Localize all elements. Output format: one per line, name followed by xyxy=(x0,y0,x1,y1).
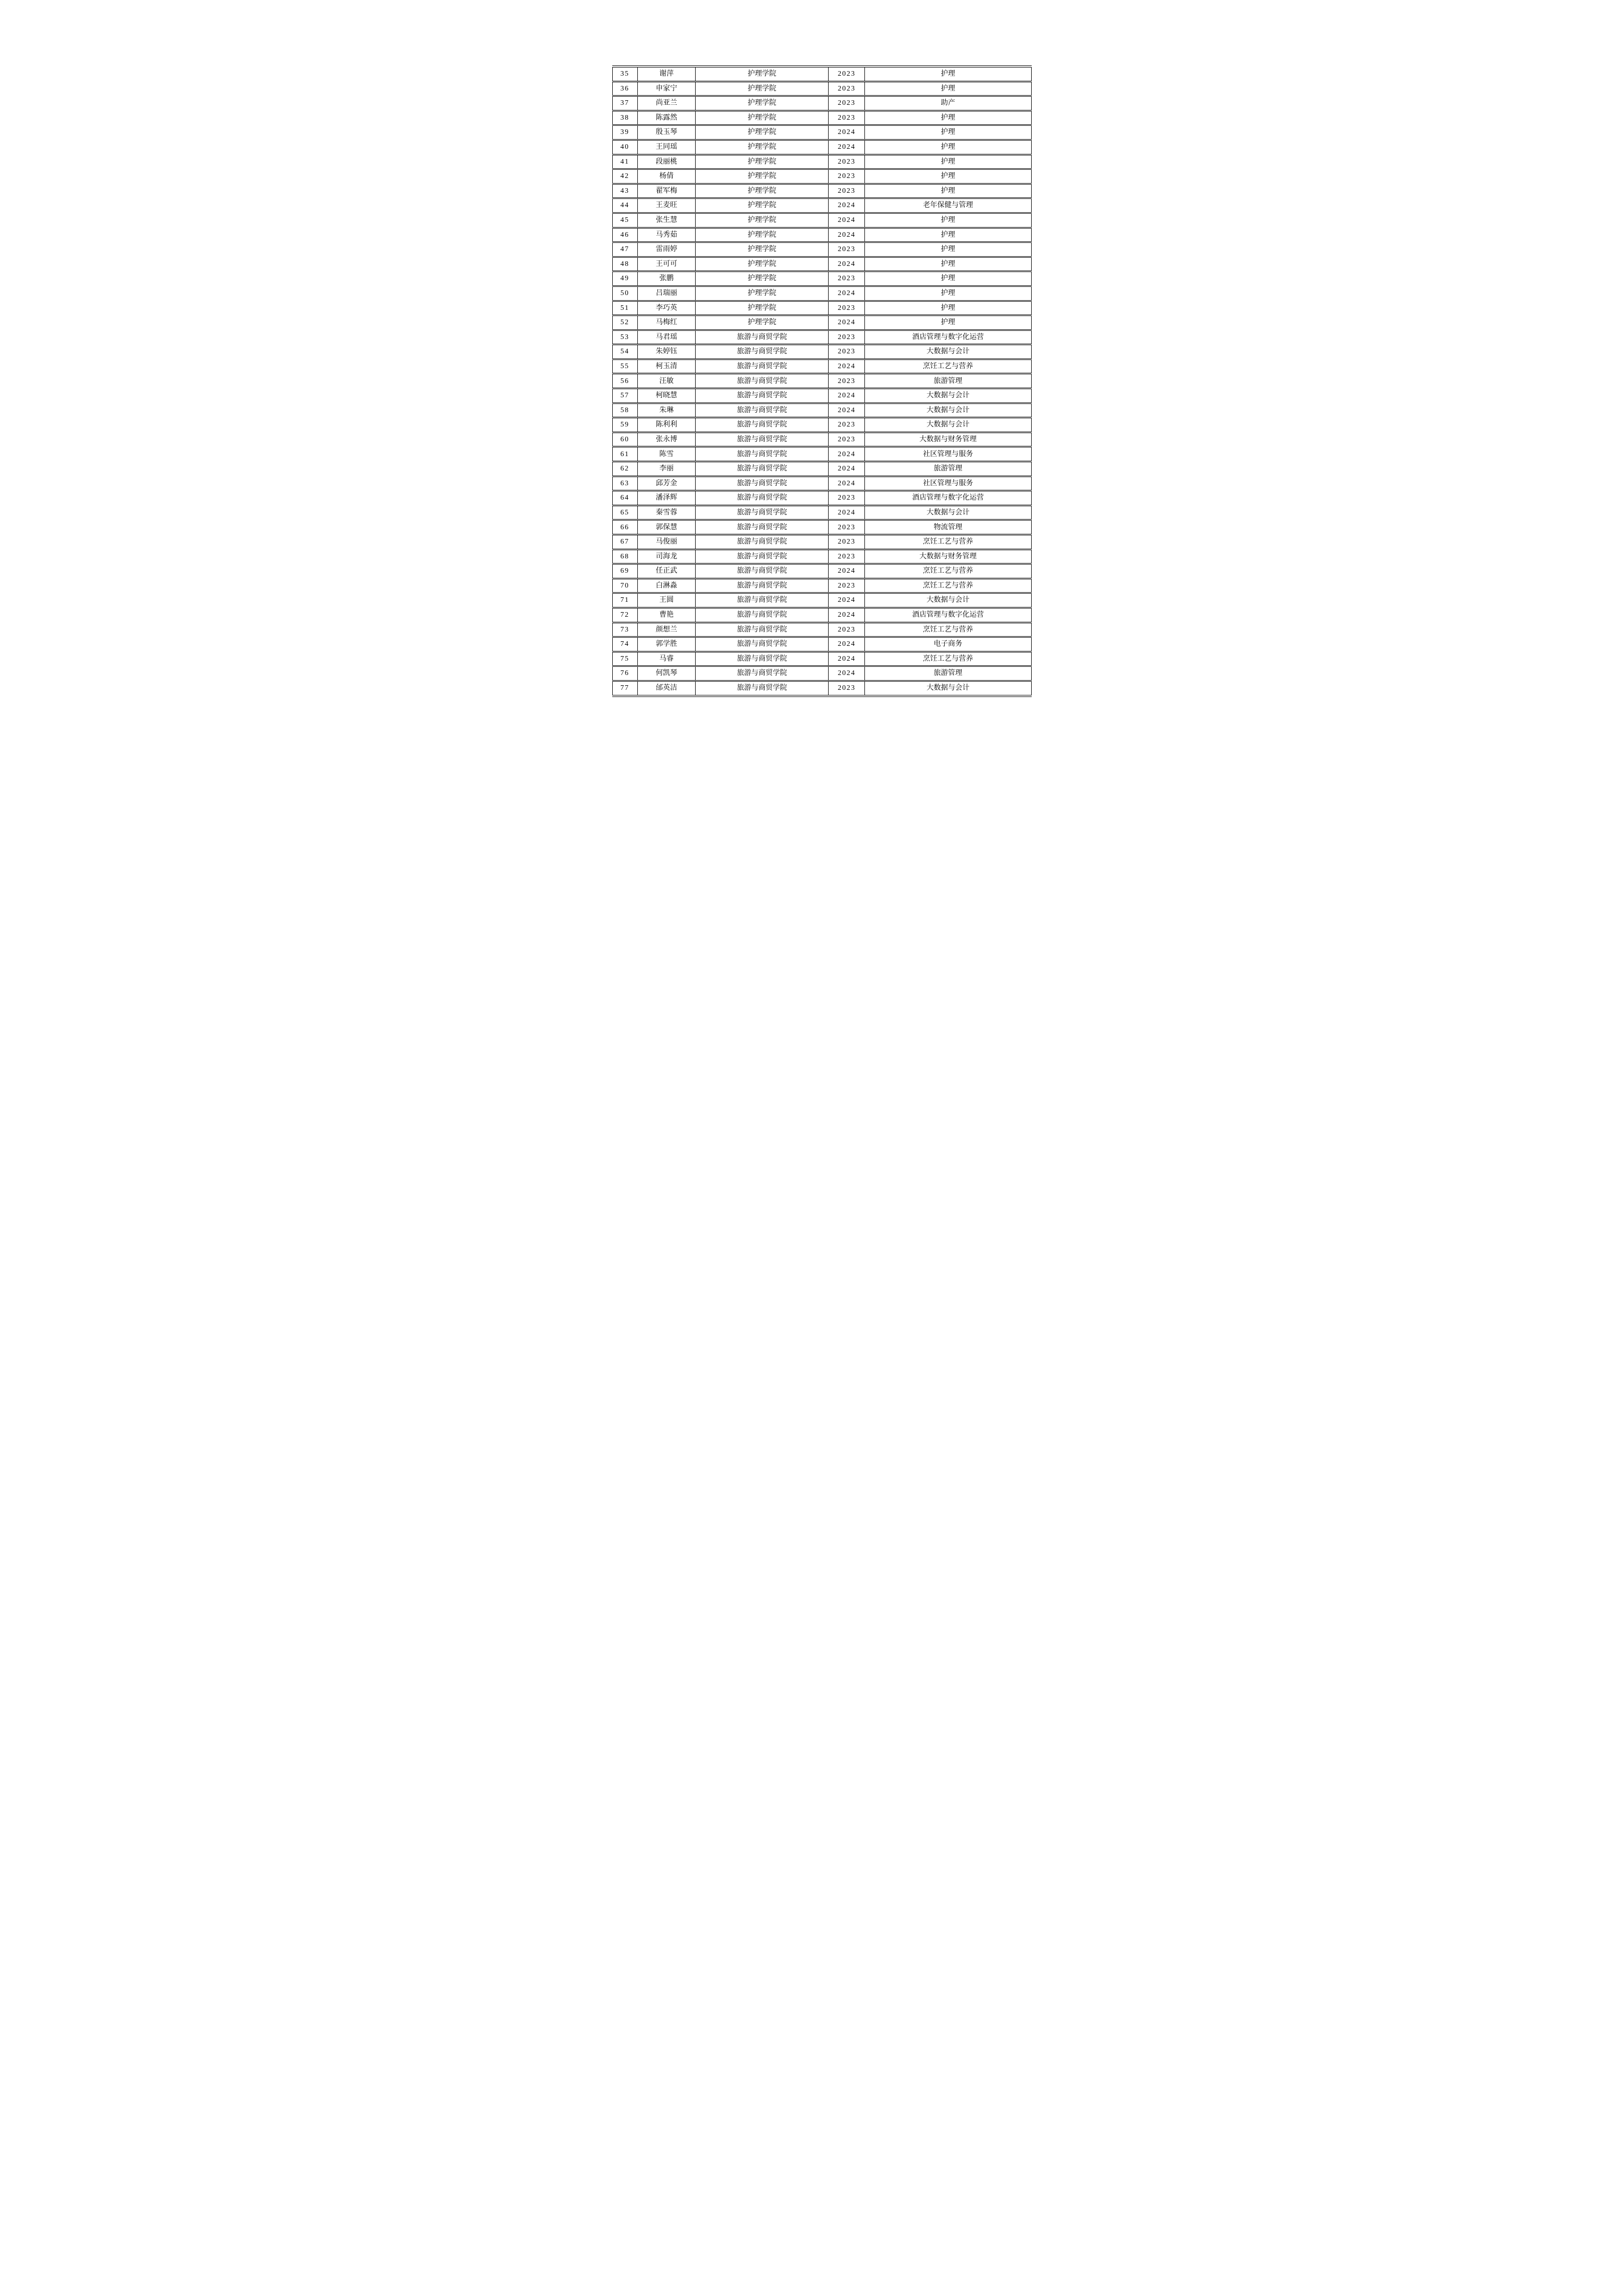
student-name-cell: 张生慧 xyxy=(637,213,696,228)
student-name-cell: 张永博 xyxy=(637,432,696,447)
student-name-cell: 吕瑞丽 xyxy=(637,286,696,301)
table-row xyxy=(612,125,1031,140)
table-row xyxy=(612,564,1031,579)
table-row xyxy=(612,637,1031,652)
student-name-cell: 朱婷钰 xyxy=(637,345,696,359)
major-cell: 护理 xyxy=(865,110,1031,125)
row-number-cell: 49 xyxy=(612,272,637,286)
student-name-cell: 朱琳 xyxy=(637,403,696,418)
year-cell: 2023 xyxy=(829,622,865,637)
major-cell: 烹饪工艺与营养 xyxy=(865,564,1031,579)
college-cell: 旅游与商贸学院 xyxy=(696,637,829,652)
student-name-cell: 殷玉琴 xyxy=(637,125,696,140)
year-cell: 2023 xyxy=(829,520,865,535)
college-cell: 旅游与商贸学院 xyxy=(696,403,829,418)
major-cell: 烹饪工艺与营养 xyxy=(865,651,1031,666)
major-cell: 旅游管理 xyxy=(865,666,1031,681)
table-row xyxy=(612,403,1031,418)
college-cell: 护理学院 xyxy=(696,140,829,154)
year-cell: 2024 xyxy=(829,476,865,491)
major-cell: 老年保健与管理 xyxy=(865,198,1031,213)
student-name-cell: 翟军梅 xyxy=(637,184,696,198)
student-name-cell: 王可可 xyxy=(637,257,696,272)
major-cell: 护理 xyxy=(865,81,1031,96)
year-cell: 2023 xyxy=(829,549,865,564)
table-row xyxy=(612,198,1031,213)
major-cell: 烹饪工艺与营养 xyxy=(865,535,1031,550)
row-number-cell: 55 xyxy=(612,359,637,374)
table-row xyxy=(612,651,1031,666)
table-row xyxy=(612,666,1031,681)
row-number-cell: 51 xyxy=(612,301,637,316)
table-row xyxy=(612,140,1031,154)
table-row xyxy=(612,593,1031,608)
year-cell: 2023 xyxy=(829,81,865,96)
student-name-cell: 马君瑶 xyxy=(637,330,696,345)
college-cell: 护理学院 xyxy=(696,96,829,111)
student-name-cell: 柯玉清 xyxy=(637,359,696,374)
table-row xyxy=(612,389,1031,403)
table-row xyxy=(612,286,1031,301)
year-cell: 2024 xyxy=(829,564,865,579)
row-number-cell: 75 xyxy=(612,651,637,666)
row-number-cell: 54 xyxy=(612,345,637,359)
row-number-cell: 68 xyxy=(612,549,637,564)
student-name-cell: 陈利利 xyxy=(637,418,696,433)
row-number-cell: 36 xyxy=(612,81,637,96)
major-cell: 护理 xyxy=(865,184,1031,198)
table-row xyxy=(612,257,1031,272)
table-row xyxy=(612,154,1031,169)
year-cell: 2023 xyxy=(829,242,865,257)
student-name-cell: 王圆 xyxy=(637,593,696,608)
student-name-cell: 尚亚兰 xyxy=(637,96,696,111)
year-cell: 2024 xyxy=(829,228,865,242)
year-cell: 2023 xyxy=(829,578,865,593)
student-name-cell: 雷雨婷 xyxy=(637,242,696,257)
row-number-cell: 67 xyxy=(612,535,637,550)
student-list-table xyxy=(612,65,1032,697)
row-number-cell: 48 xyxy=(612,257,637,272)
table-row xyxy=(612,184,1031,198)
row-number-cell: 62 xyxy=(612,462,637,477)
college-cell: 旅游与商贸学院 xyxy=(696,374,829,389)
major-cell: 护理 xyxy=(865,316,1031,330)
college-cell: 护理学院 xyxy=(696,257,829,272)
row-number-cell: 43 xyxy=(612,184,637,198)
major-cell: 护理 xyxy=(865,242,1031,257)
student-name-cell: 段丽桃 xyxy=(637,154,696,169)
college-cell: 旅游与商贸学院 xyxy=(696,389,829,403)
table-row xyxy=(612,505,1031,520)
student-name-cell: 王麦旺 xyxy=(637,198,696,213)
student-name-cell: 何凯琴 xyxy=(637,666,696,681)
year-cell: 2024 xyxy=(829,666,865,681)
student-name-cell: 陈雪 xyxy=(637,447,696,462)
major-cell: 护理 xyxy=(865,125,1031,140)
table-row xyxy=(612,345,1031,359)
student-name-cell: 邱芳金 xyxy=(637,476,696,491)
student-name-cell: 郭学胜 xyxy=(637,637,696,652)
table-row xyxy=(612,520,1031,535)
table-row xyxy=(612,242,1031,257)
college-cell: 旅游与商贸学院 xyxy=(696,345,829,359)
year-cell: 2023 xyxy=(829,491,865,506)
year-cell: 2024 xyxy=(829,316,865,330)
table-row xyxy=(612,681,1031,695)
major-cell: 护理 xyxy=(865,228,1031,242)
major-cell: 护理 xyxy=(865,301,1031,316)
row-number-cell: 61 xyxy=(612,447,637,462)
year-cell: 2024 xyxy=(829,593,865,608)
row-number-cell: 71 xyxy=(612,593,637,608)
year-cell: 2024 xyxy=(829,607,865,622)
year-cell: 2024 xyxy=(829,505,865,520)
row-number-cell: 53 xyxy=(612,330,637,345)
student-name-cell: 马梅红 xyxy=(637,316,696,330)
major-cell: 护理 xyxy=(865,66,1031,81)
major-cell: 社区管理与服务 xyxy=(865,476,1031,491)
college-cell: 护理学院 xyxy=(696,81,829,96)
student-name-cell: 秦雪蓉 xyxy=(637,505,696,520)
year-cell: 2023 xyxy=(829,184,865,198)
year-cell: 2023 xyxy=(829,681,865,695)
table-row xyxy=(612,169,1031,184)
major-cell: 烹饪工艺与营养 xyxy=(865,622,1031,637)
major-cell: 旅游管理 xyxy=(865,462,1031,477)
student-name-cell: 马俊丽 xyxy=(637,535,696,550)
row-number-cell: 50 xyxy=(612,286,637,301)
major-cell: 助产 xyxy=(865,96,1031,111)
student-name-cell: 颜想兰 xyxy=(637,622,696,637)
row-number-cell: 69 xyxy=(612,564,637,579)
row-number-cell: 39 xyxy=(612,125,637,140)
row-number-cell: 56 xyxy=(612,374,637,389)
major-cell: 电子商务 xyxy=(865,637,1031,652)
row-number-cell: 52 xyxy=(612,316,637,330)
row-number-cell: 42 xyxy=(612,169,637,184)
year-cell: 2024 xyxy=(829,462,865,477)
college-cell: 旅游与商贸学院 xyxy=(696,418,829,433)
table-row xyxy=(612,578,1031,593)
college-cell: 旅游与商贸学院 xyxy=(696,564,829,579)
college-cell: 旅游与商贸学院 xyxy=(696,505,829,520)
college-cell: 护理学院 xyxy=(696,286,829,301)
college-cell: 旅游与商贸学院 xyxy=(696,535,829,550)
table-row xyxy=(612,447,1031,462)
college-cell: 护理学院 xyxy=(696,154,829,169)
college-cell: 旅游与商贸学院 xyxy=(696,520,829,535)
major-cell: 护理 xyxy=(865,140,1031,154)
major-cell: 酒店管理与数字化运营 xyxy=(865,607,1031,622)
year-cell: 2024 xyxy=(829,140,865,154)
row-number-cell: 47 xyxy=(612,242,637,257)
year-cell: 2023 xyxy=(829,96,865,111)
table-row xyxy=(612,462,1031,477)
student-name-cell: 潘泽辉 xyxy=(637,491,696,506)
student-name-cell: 曹艳 xyxy=(637,607,696,622)
major-cell: 大数据与会计 xyxy=(865,418,1031,433)
year-cell: 2023 xyxy=(829,418,865,433)
table-row xyxy=(612,549,1031,564)
table-row xyxy=(612,330,1031,345)
table-row xyxy=(612,359,1031,374)
table-row xyxy=(612,432,1031,447)
college-cell: 护理学院 xyxy=(696,228,829,242)
table-row xyxy=(612,316,1031,330)
table-row xyxy=(612,81,1031,96)
college-cell: 旅游与商贸学院 xyxy=(696,666,829,681)
table-row xyxy=(612,301,1031,316)
college-cell: 旅游与商贸学院 xyxy=(696,607,829,622)
year-cell: 2023 xyxy=(829,345,865,359)
college-cell: 护理学院 xyxy=(696,301,829,316)
college-cell: 护理学院 xyxy=(696,110,829,125)
row-number-cell: 63 xyxy=(612,476,637,491)
college-cell: 护理学院 xyxy=(696,198,829,213)
table-row xyxy=(612,418,1031,433)
major-cell: 烹饪工艺与营养 xyxy=(865,578,1031,593)
table-row xyxy=(612,66,1031,81)
year-cell: 2024 xyxy=(829,637,865,652)
year-cell: 2024 xyxy=(829,198,865,213)
table-row xyxy=(612,535,1031,550)
year-cell: 2023 xyxy=(829,169,865,184)
table-row xyxy=(612,96,1031,111)
student-name-cell: 陈露然 xyxy=(637,110,696,125)
table-row xyxy=(612,228,1031,242)
row-number-cell: 70 xyxy=(612,578,637,593)
college-cell: 旅游与商贸学院 xyxy=(696,359,829,374)
major-cell: 物流管理 xyxy=(865,520,1031,535)
college-cell: 旅游与商贸学院 xyxy=(696,447,829,462)
row-number-cell: 38 xyxy=(612,110,637,125)
year-cell: 2024 xyxy=(829,389,865,403)
student-name-cell: 司海龙 xyxy=(637,549,696,564)
college-cell: 护理学院 xyxy=(696,272,829,286)
table-row xyxy=(612,607,1031,622)
major-cell: 护理 xyxy=(865,169,1031,184)
year-cell: 2023 xyxy=(829,301,865,316)
college-cell: 护理学院 xyxy=(696,184,829,198)
year-cell: 2023 xyxy=(829,154,865,169)
major-cell: 社区管理与服务 xyxy=(865,447,1031,462)
major-cell: 大数据与会计 xyxy=(865,389,1031,403)
table-row xyxy=(612,622,1031,637)
college-cell: 护理学院 xyxy=(696,125,829,140)
row-number-cell: 65 xyxy=(612,505,637,520)
row-number-cell: 60 xyxy=(612,432,637,447)
student-name-cell: 汪敏 xyxy=(637,374,696,389)
year-cell: 2023 xyxy=(829,272,865,286)
table-row xyxy=(612,374,1031,389)
year-cell: 2023 xyxy=(829,535,865,550)
major-cell: 护理 xyxy=(865,257,1031,272)
student-name-cell: 李丽 xyxy=(637,462,696,477)
row-number-cell: 74 xyxy=(612,637,637,652)
major-cell: 酒店管理与数字化运营 xyxy=(865,491,1031,506)
student-name-cell: 邰英洁 xyxy=(637,681,696,695)
major-cell: 护理 xyxy=(865,154,1031,169)
year-cell: 2024 xyxy=(829,286,865,301)
row-number-cell: 58 xyxy=(612,403,637,418)
college-cell: 护理学院 xyxy=(696,316,829,330)
table-row xyxy=(612,476,1031,491)
student-name-cell: 杨倩 xyxy=(637,169,696,184)
student-name-cell: 郭保慧 xyxy=(637,520,696,535)
row-number-cell: 37 xyxy=(612,96,637,111)
year-cell: 2024 xyxy=(829,359,865,374)
college-cell: 护理学院 xyxy=(696,169,829,184)
year-cell: 2023 xyxy=(829,110,865,125)
row-number-cell: 46 xyxy=(612,228,637,242)
row-number-cell: 44 xyxy=(612,198,637,213)
year-cell: 2024 xyxy=(829,651,865,666)
college-cell: 旅游与商贸学院 xyxy=(696,549,829,564)
year-cell: 2024 xyxy=(829,447,865,462)
row-number-cell: 76 xyxy=(612,666,637,681)
year-cell: 2023 xyxy=(829,432,865,447)
row-number-cell: 57 xyxy=(612,389,637,403)
student-name-cell: 谢萍 xyxy=(637,66,696,81)
college-cell: 护理学院 xyxy=(696,242,829,257)
major-cell: 旅游管理 xyxy=(865,374,1031,389)
college-cell: 旅游与商贸学院 xyxy=(696,491,829,506)
college-cell: 旅游与商贸学院 xyxy=(696,330,829,345)
college-cell: 旅游与商贸学院 xyxy=(696,651,829,666)
college-cell: 护理学院 xyxy=(696,213,829,228)
year-cell: 2024 xyxy=(829,257,865,272)
table-row xyxy=(612,491,1031,506)
year-cell: 2024 xyxy=(829,213,865,228)
student-name-cell: 任正武 xyxy=(637,564,696,579)
table-row xyxy=(612,110,1031,125)
major-cell: 大数据与会计 xyxy=(865,403,1031,418)
major-cell: 酒店管理与数字化运营 xyxy=(865,330,1031,345)
year-cell: 2023 xyxy=(829,330,865,345)
college-cell: 旅游与商贸学院 xyxy=(696,476,829,491)
major-cell: 大数据与财务管理 xyxy=(865,549,1031,564)
major-cell: 护理 xyxy=(865,272,1031,286)
row-number-cell: 64 xyxy=(612,491,637,506)
row-number-cell: 35 xyxy=(612,66,637,81)
major-cell: 烹饪工艺与营养 xyxy=(865,359,1031,374)
row-number-cell: 40 xyxy=(612,140,637,154)
student-name-cell: 申家宁 xyxy=(637,81,696,96)
major-cell: 大数据与会计 xyxy=(865,345,1031,359)
major-cell: 大数据与财务管理 xyxy=(865,432,1031,447)
student-name-cell: 白淋淼 xyxy=(637,578,696,593)
row-number-cell: 72 xyxy=(612,607,637,622)
college-cell: 旅游与商贸学院 xyxy=(696,681,829,695)
document-page xyxy=(542,0,1083,766)
college-cell: 护理学院 xyxy=(696,66,829,81)
student-name-cell: 马秀茹 xyxy=(637,228,696,242)
major-cell: 大数据与会计 xyxy=(865,593,1031,608)
table-row xyxy=(612,213,1031,228)
major-cell: 护理 xyxy=(865,286,1031,301)
row-number-cell: 45 xyxy=(612,213,637,228)
year-cell: 2024 xyxy=(829,403,865,418)
year-cell: 2023 xyxy=(829,374,865,389)
year-cell: 2023 xyxy=(829,66,865,81)
row-number-cell: 73 xyxy=(612,622,637,637)
college-cell: 旅游与商贸学院 xyxy=(696,432,829,447)
college-cell: 旅游与商贸学院 xyxy=(696,578,829,593)
row-number-cell: 77 xyxy=(612,681,637,695)
college-cell: 旅游与商贸学院 xyxy=(696,622,829,637)
year-cell: 2024 xyxy=(829,125,865,140)
college-cell: 旅游与商贸学院 xyxy=(696,593,829,608)
table-row xyxy=(612,272,1031,286)
major-cell: 护理 xyxy=(865,213,1031,228)
row-number-cell: 59 xyxy=(612,418,637,433)
major-cell: 大数据与会计 xyxy=(865,681,1031,695)
row-number-cell: 41 xyxy=(612,154,637,169)
student-name-cell: 李巧英 xyxy=(637,301,696,316)
student-name-cell: 柯晓慧 xyxy=(637,389,696,403)
college-cell: 旅游与商贸学院 xyxy=(696,462,829,477)
row-number-cell: 66 xyxy=(612,520,637,535)
student-name-cell: 马睿 xyxy=(637,651,696,666)
student-table-body xyxy=(612,66,1031,696)
student-name-cell: 张鹏 xyxy=(637,272,696,286)
major-cell: 大数据与会计 xyxy=(865,505,1031,520)
student-name-cell: 王同瑶 xyxy=(637,140,696,154)
